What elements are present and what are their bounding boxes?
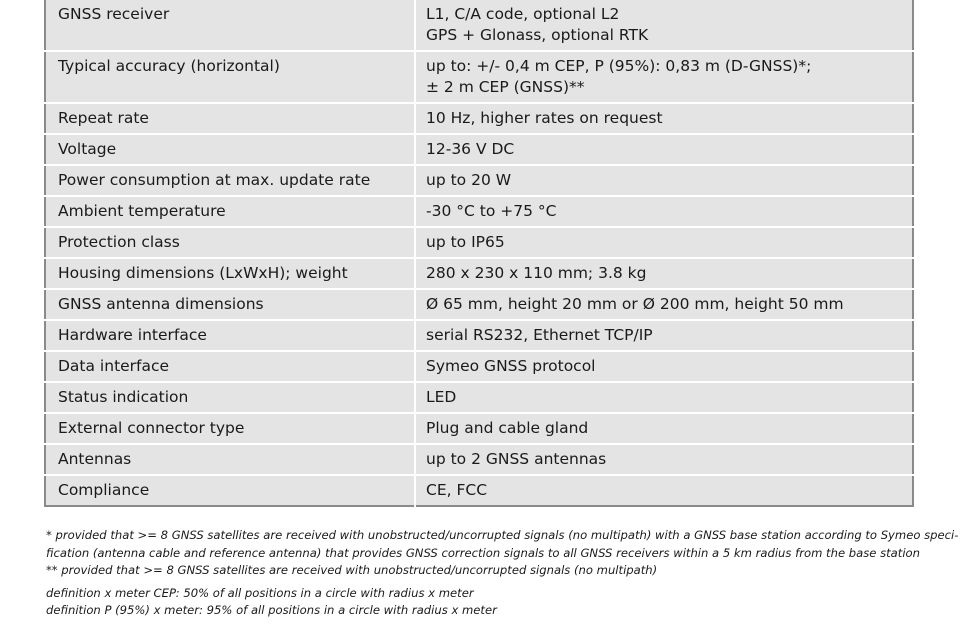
spec-value: up to 20 W: [415, 165, 913, 196]
table-row: [45, 0, 913, 51]
specifications-table: [44, 0, 914, 507]
spec-value: up to 2 GNSS antennas: [415, 444, 913, 475]
spec-label: Power consumption at max. update rate: [45, 165, 415, 196]
spec-value: CE, FCC: [426, 481, 488, 499]
table-row: [45, 413, 913, 444]
spec-value: serial RS232, Ethernet TCP/IP: [415, 320, 913, 351]
table-row: [45, 227, 913, 258]
table-row: [45, 289, 913, 320]
spec-value: [415, 0, 913, 51]
spec-label: Status indication: [45, 382, 415, 413]
table-row: [45, 165, 913, 196]
spec-label: Data interface: [45, 351, 415, 382]
spec-label: Typical accuracy (horizontal): [45, 51, 415, 103]
spec-label: GNSS receiver: [45, 0, 415, 51]
spec-label: GNSS antenna dimensions: [45, 289, 415, 320]
spec-value-line: up to: +/- 0,4 m CEP, P (95%): 0,83 m (D-GNSS)*;: [426, 57, 812, 75]
table-row: [45, 103, 913, 134]
spec-value: Plug and cable gland: [415, 413, 913, 444]
spec-value-line: ± 2 m CEP (GNSS)**: [426, 78, 585, 96]
spec-value: [415, 51, 913, 103]
spec-value-line: GPS + Glonass, optional RTK: [426, 26, 649, 44]
footnote-accuracy-gnss: ** provided that >= 8 GNSS satellites are received with unobstructed/uncorrupted signals (no multipath): [46, 563, 658, 577]
spec-label: Repeat rate: [45, 103, 415, 134]
spec-value: Symeo GNSS protocol: [415, 351, 913, 382]
spec-label: External connector type: [45, 413, 415, 444]
table-row: [45, 258, 913, 289]
spec-label: Hardware interface: [45, 320, 415, 351]
spec-label: Protection class: [45, 227, 415, 258]
spec-value: -30 °C to +75 °C: [415, 196, 913, 227]
definition-p95: definition P (95%) x meter: 95% of all positions in a circle with radius x meter: [46, 603, 497, 617]
table-row: [45, 51, 913, 103]
spec-label: Antennas: [45, 444, 415, 475]
spec-value-line: L1, C/A code, optional L2: [426, 5, 620, 23]
spec-value: 280 x 230 x 110 mm; 3.8 kg: [415, 258, 913, 289]
table-row: [45, 196, 913, 227]
spec-label: Voltage: [45, 134, 415, 165]
spec-label: Compliance: [45, 475, 415, 506]
spec-label: Housing dimensions (LxWxH); weight: [45, 258, 415, 289]
table-row: [45, 320, 913, 351]
spec-value: LED: [415, 382, 913, 413]
footnotes: [46, 527, 959, 620]
table-row: [45, 382, 913, 413]
footnote-accuracy-dgnss-continued: fication (antenna cable and reference antenna) that provides GNSS correction signals to all GNSS receivers within a 5 km radius from the base station: [46, 545, 920, 560]
spec-value: 12-36 V DC: [415, 134, 913, 165]
spec-value: 10 Hz, higher rates on request: [415, 103, 913, 134]
spec-value: up to IP65: [415, 227, 913, 258]
table-row: [45, 475, 913, 506]
spec-value: Ø 65 mm, height 20 mm or Ø 200 mm, height 50 mm: [415, 289, 913, 320]
table-row: [45, 444, 913, 475]
table-row: [45, 134, 913, 165]
footnote-accuracy-dgnss: * provided that >= 8 GNSS satellites are received with unobstructed/uncorrupted signals (no multipath) with a GNSS base station according to Symeo speci-: [46, 528, 959, 542]
table-row: [45, 351, 913, 382]
spec-label: Ambient temperature: [45, 196, 415, 227]
definition-cep: definition x meter CEP: 50% of all positions in a circle with radius x meter: [46, 585, 474, 600]
